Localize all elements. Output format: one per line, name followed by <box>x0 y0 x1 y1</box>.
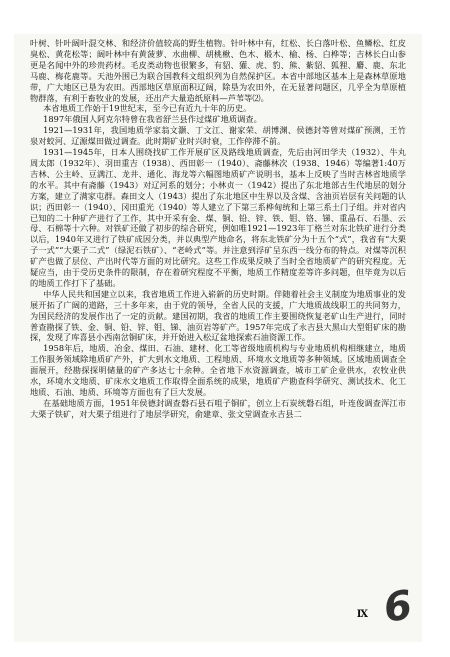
body-text <box>30 38 406 420</box>
paragraph-1897: 1897年俄国人阿克尔特曾在我省舒兰县作过煤矿地质调查。 <box>43 114 262 125</box>
paragraph-basic-geology: 在基础地质方面，1951年侯德封调查磐石县石咀子铜矿，创立上石炭统磐石组，叶连俊调查浑江市大栗子铁矿，对大栗子组进行了地层学研究，俞建章、张文堂调查永吉县二 <box>30 397 406 419</box>
paragraph-prc-era: 中华人民共和国建立以来，我省地质工作进入崭新的历史时期。伴随着社会主义制度为地质事业的发展开拓了广阔的道路，三十多年来，由于党的领导，全省人民的支援，广大地质战线职工的共同努力，为国民经济的发展作出了一定的贡献。建国初期，我省的地质工作主要围绕恢复老矿山生产进行，同时普查勘探了铁、金、铜、铅、锌、钼、锑、油页岩等矿产。1957年完成了永吉县大黑山大型钼矿床的勘探，发现了库喜县小西南岔铜矿床，并开始进入松辽盆地探索石油资源工作。 <box>30 288 406 343</box>
paragraph-1921-1931: 1921—1931年，我国地质学家翁文灏、丁文江、谢家荣、胡博渊、侯德封等曾对煤矿预测，王竹泉对蛟河、辽源煤田做过调查。此时期矿业时兴时衰，工作停滞不前。 <box>30 125 406 147</box>
paragraph-1931-1945: 1931—1945年，日本人围绕找矿工作开展矿区及路线地质调查，先后由河田学夫（1932）、牛丸周太郎（1932年）、羽田重吉（1938）、西田彰一（1940）、斋藤林次（1938、1946）等编著1:40万吉林、公主岭、豆满江、龙井、通化、海龙等六幅图地质矿产说明书，基本上反映了当时吉林省地质学的水平。其中有斋藤（1943）对辽河系的划分；小林贞一（1942）提出了东北地部古生代地层的划分方案，建立了满家屯群。森田文人（1943）提出了东北地区中生界以及含煤、含油页岩层有关问题的认识；西田彰一（1940）、冈田重光（1940）等人建立了下第三系桦甸统和上第三系土门子组。并对省内已知的二十种矿产进行了工作，其中开采有金、煤、铜、铅、锌、铁、钼、铬、锑、重晶石、石墨、云母、石棉等十六种。对铁矿还做了初步的综合研究，例如唯1921—1923年丁格兰对东北铁矿进行分类以后，1940年又进行了铁矿成因分类，并以典型产地命名，将东北铁矿分为十五个“式”，我省有“大栗子一式”“大栗子二式”（绿泥石铁矿）、“老岭式”等。并注意到浮矿呈东西一线分布的特点。对煤等沉积矿产也做了层位、产出时代等方面的对比研究。这些工作成果反映了当时全省地质矿产的研究程度。无疑应当，由于受历史条件的限制，存在着研究程度不平衡，地质工作精度差等许多问题，但毕竟为以后的地质工作打下了基础。 <box>30 147 406 288</box>
paragraph-vegetation: 叶树、针叶阔叶混交林、和经济价值较高的野生植物。针叶林中有，红松、长白落叶松、鱼鳞松、红皮臭松、黄花松等；阔叶林中有黄菠萝、水曲柳、胡桃楸、色木、椴木、榆、杨、白桦等；吉林长白山参更是名闻中外的珍贵药材。毛皮类动物也很繁多，有貂、獾、虎、豹、熊、紫貂、狐狸、麝、鹿、东北马鹿、梅花鹿等。天池外围已为联合国教科文组织列为自然保护区。本省中部地区基本上是森林草原地带，广大地区已垦为农田。西部地区草原面积辽阔，除垦为农田外，在无显著问题区，几乎全为草原植物群落，有利于畜牧业的发展，还出产大量造纸原料—芦苇等⑵。 <box>30 38 406 103</box>
page-number-handwritten: 6 <box>381 582 416 632</box>
paragraph-history-intro: 本省地质工作始于19世纪末，至今已有近九十年的历史。 <box>43 103 252 114</box>
page-footer <box>14 582 422 634</box>
page-number-roman: Ⅸ <box>356 609 368 620</box>
paragraph-1958: 1958年后，地质、冶金、煤田、石油、建材、化工等省级地质机构与专业地质机构相继建立，地质工作服务领域除地质矿产外，扩大到水文地质、工程地质、环境水文地质等多种领域。区域地质调查全面展开，经勘探探明储量的矿产多达七十余种。全省地下水资源调查，城市工矿企业供水，农牧业供水，环境水文地质、矿床水文地质工作取得全面系统的成果，地质矿产勘查科学研究、测试技术、化工地质、石油、地质、环境等方面也有了巨大发展。 <box>30 343 406 397</box>
document-page <box>14 34 422 642</box>
